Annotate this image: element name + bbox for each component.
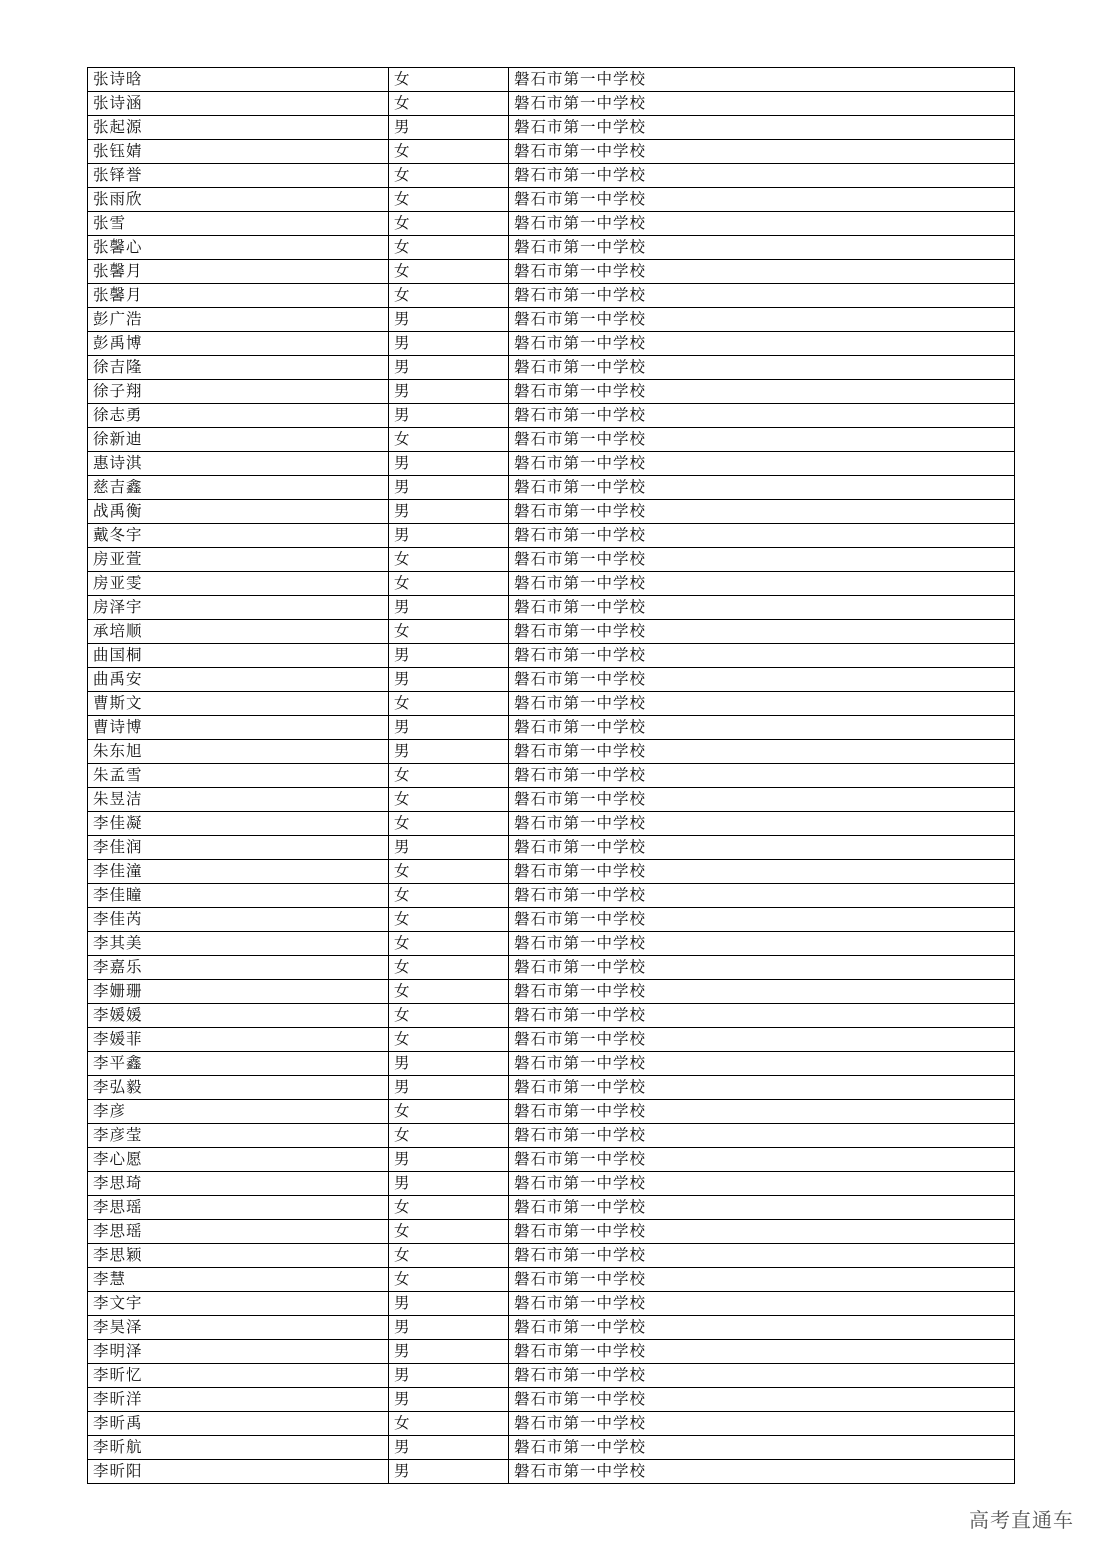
gender-cell: 男: [389, 1364, 509, 1388]
table-row: [88, 116, 1015, 140]
student-name-cell: 张馨月: [88, 260, 389, 284]
school-cell: 磐石市第一中学校: [509, 1076, 1015, 1100]
gender-cell: 男: [389, 524, 509, 548]
student-name-cell: 彭广浩: [88, 308, 389, 332]
school-cell: 磐石市第一中学校: [509, 1244, 1015, 1268]
student-name-cell: 李思瑶: [88, 1196, 389, 1220]
school-cell: 磐石市第一中学校: [509, 1316, 1015, 1340]
gender-cell: 女: [389, 68, 509, 92]
table-row: [88, 620, 1015, 644]
school-cell: 磐石市第一中学校: [509, 764, 1015, 788]
watermark: 高考直通车: [969, 1508, 1074, 1532]
table-row: [88, 716, 1015, 740]
school-cell: 磐石市第一中学校: [509, 620, 1015, 644]
school-cell: 磐石市第一中学校: [509, 716, 1015, 740]
student-name-cell: 彭禹博: [88, 332, 389, 356]
table-row: [88, 1436, 1015, 1460]
student-name-cell: 李明泽: [88, 1340, 389, 1364]
student-name-cell: 曹斯文: [88, 692, 389, 716]
table-row: [88, 284, 1015, 308]
school-cell: 磐石市第一中学校: [509, 668, 1015, 692]
gender-cell: 女: [389, 908, 509, 932]
gender-cell: 男: [389, 644, 509, 668]
table-row: [88, 644, 1015, 668]
school-cell: 磐石市第一中学校: [509, 500, 1015, 524]
student-name-cell: 李昕阳: [88, 1460, 389, 1484]
school-cell: 磐石市第一中学校: [509, 236, 1015, 260]
school-cell: 磐石市第一中学校: [509, 884, 1015, 908]
school-cell: 磐石市第一中学校: [509, 68, 1015, 92]
school-cell: 磐石市第一中学校: [509, 1196, 1015, 1220]
table-row: [88, 140, 1015, 164]
student-name-cell: 李慧: [88, 1268, 389, 1292]
school-cell: 磐石市第一中学校: [509, 1052, 1015, 1076]
table-row: [88, 68, 1015, 92]
gender-cell: 女: [389, 92, 509, 116]
table-row: [88, 404, 1015, 428]
school-cell: 磐石市第一中学校: [509, 356, 1015, 380]
table-row: [88, 1220, 1015, 1244]
table-row: [88, 980, 1015, 1004]
table-row: [88, 476, 1015, 500]
gender-cell: 男: [389, 716, 509, 740]
student-name-cell: 李昕洋: [88, 1388, 389, 1412]
student-name-cell: 曲国桐: [88, 644, 389, 668]
table-row: [88, 1460, 1015, 1484]
table-row: [88, 1268, 1015, 1292]
table-row: [88, 908, 1015, 932]
school-cell: 磐石市第一中学校: [509, 1340, 1015, 1364]
school-cell: 磐石市第一中学校: [509, 692, 1015, 716]
gender-cell: 男: [389, 356, 509, 380]
student-name-cell: 李佳瞳: [88, 884, 389, 908]
school-cell: 磐石市第一中学校: [509, 1100, 1015, 1124]
school-cell: 磐石市第一中学校: [509, 1004, 1015, 1028]
table-row: [88, 572, 1015, 596]
school-cell: 磐石市第一中学校: [509, 788, 1015, 812]
gender-cell: 男: [389, 380, 509, 404]
gender-cell: 女: [389, 260, 509, 284]
table-row: [88, 860, 1015, 884]
school-cell: 磐石市第一中学校: [509, 1292, 1015, 1316]
gender-cell: 女: [389, 1028, 509, 1052]
roster-table: [87, 67, 1015, 1484]
table-row: [88, 1244, 1015, 1268]
school-cell: 磐石市第一中学校: [509, 308, 1015, 332]
table-row: [88, 1316, 1015, 1340]
student-name-cell: 张铎誉: [88, 164, 389, 188]
school-cell: 磐石市第一中学校: [509, 524, 1015, 548]
table-row: [88, 1196, 1015, 1220]
roster-table-body: [88, 68, 1015, 1484]
table-row: [88, 668, 1015, 692]
student-name-cell: 李佳凝: [88, 812, 389, 836]
student-name-cell: 战禹衡: [88, 500, 389, 524]
table-row: [88, 1004, 1015, 1028]
table-row: [88, 692, 1015, 716]
school-cell: 磐石市第一中学校: [509, 284, 1015, 308]
school-cell: 磐石市第一中学校: [509, 1436, 1015, 1460]
table-row: [88, 1388, 1015, 1412]
student-name-cell: 张钰婧: [88, 140, 389, 164]
school-cell: 磐石市第一中学校: [509, 428, 1015, 452]
student-name-cell: 李彦: [88, 1100, 389, 1124]
student-name-cell: 李昕忆: [88, 1364, 389, 1388]
school-cell: 磐石市第一中学校: [509, 404, 1015, 428]
student-name-cell: 张诗晗: [88, 68, 389, 92]
school-cell: 磐石市第一中学校: [509, 644, 1015, 668]
gender-cell: 男: [389, 452, 509, 476]
student-name-cell: 朱孟雪: [88, 764, 389, 788]
student-name-cell: 徐新迪: [88, 428, 389, 452]
school-cell: 磐石市第一中学校: [509, 1364, 1015, 1388]
gender-cell: 女: [389, 164, 509, 188]
gender-cell: 男: [389, 1460, 509, 1484]
student-name-cell: 李平鑫: [88, 1052, 389, 1076]
table-row: [88, 500, 1015, 524]
table-row: [88, 1148, 1015, 1172]
gender-cell: 女: [389, 212, 509, 236]
gender-cell: 男: [389, 404, 509, 428]
table-row: [88, 428, 1015, 452]
school-cell: 磐石市第一中学校: [509, 164, 1015, 188]
school-cell: 磐石市第一中学校: [509, 1268, 1015, 1292]
table-row: [88, 212, 1015, 236]
student-name-cell: 惠诗淇: [88, 452, 389, 476]
table-row: [88, 764, 1015, 788]
gender-cell: 男: [389, 836, 509, 860]
roster-table-container: [87, 67, 1014, 1484]
table-row: [88, 548, 1015, 572]
school-cell: 磐石市第一中学校: [509, 188, 1015, 212]
student-name-cell: 李昊泽: [88, 1316, 389, 1340]
gender-cell: 女: [389, 1100, 509, 1124]
table-row: [88, 812, 1015, 836]
student-name-cell: 徐吉隆: [88, 356, 389, 380]
gender-cell: 男: [389, 740, 509, 764]
school-cell: 磐石市第一中学校: [509, 260, 1015, 284]
gender-cell: 男: [389, 308, 509, 332]
gender-cell: 女: [389, 860, 509, 884]
student-name-cell: 李心愿: [88, 1148, 389, 1172]
gender-cell: 男: [389, 1340, 509, 1364]
gender-cell: 男: [389, 596, 509, 620]
gender-cell: 女: [389, 236, 509, 260]
gender-cell: 女: [389, 1412, 509, 1436]
gender-cell: 女: [389, 956, 509, 980]
student-name-cell: 曹诗博: [88, 716, 389, 740]
school-cell: 磐石市第一中学校: [509, 1220, 1015, 1244]
school-cell: 磐石市第一中学校: [509, 956, 1015, 980]
student-name-cell: 张雪: [88, 212, 389, 236]
school-cell: 磐石市第一中学校: [509, 1460, 1015, 1484]
table-row: [88, 1100, 1015, 1124]
gender-cell: 女: [389, 932, 509, 956]
student-name-cell: 李其美: [88, 932, 389, 956]
table-row: [88, 356, 1015, 380]
gender-cell: 男: [389, 668, 509, 692]
table-row: [88, 1364, 1015, 1388]
table-row: [88, 1340, 1015, 1364]
table-row: [88, 1076, 1015, 1100]
school-cell: 磐石市第一中学校: [509, 140, 1015, 164]
gender-cell: 男: [389, 1436, 509, 1460]
gender-cell: 男: [389, 1076, 509, 1100]
gender-cell: 女: [389, 1196, 509, 1220]
table-row: [88, 836, 1015, 860]
student-name-cell: 李思瑶: [88, 1220, 389, 1244]
school-cell: 磐石市第一中学校: [509, 212, 1015, 236]
school-cell: 磐石市第一中学校: [509, 1412, 1015, 1436]
gender-cell: 女: [389, 884, 509, 908]
school-cell: 磐石市第一中学校: [509, 476, 1015, 500]
school-cell: 磐石市第一中学校: [509, 1172, 1015, 1196]
student-name-cell: 李佳芮: [88, 908, 389, 932]
table-row: [88, 92, 1015, 116]
school-cell: 磐石市第一中学校: [509, 980, 1015, 1004]
gender-cell: 男: [389, 1388, 509, 1412]
table-row: [88, 884, 1015, 908]
gender-cell: 男: [389, 500, 509, 524]
student-name-cell: 慈吉鑫: [88, 476, 389, 500]
school-cell: 磐石市第一中学校: [509, 596, 1015, 620]
table-row: [88, 452, 1015, 476]
school-cell: 磐石市第一中学校: [509, 1148, 1015, 1172]
gender-cell: 女: [389, 692, 509, 716]
school-cell: 磐石市第一中学校: [509, 332, 1015, 356]
gender-cell: 男: [389, 476, 509, 500]
table-row: [88, 1028, 1015, 1052]
gender-cell: 女: [389, 788, 509, 812]
student-name-cell: 张起源: [88, 116, 389, 140]
gender-cell: 女: [389, 188, 509, 212]
student-name-cell: 李思颖: [88, 1244, 389, 1268]
gender-cell: 男: [389, 1052, 509, 1076]
table-row: [88, 1292, 1015, 1316]
student-name-cell: 李媛媛: [88, 1004, 389, 1028]
table-row: [88, 1052, 1015, 1076]
table-row: [88, 380, 1015, 404]
student-name-cell: 张馨心: [88, 236, 389, 260]
gender-cell: 女: [389, 620, 509, 644]
table-row: [88, 956, 1015, 980]
student-name-cell: 朱东旭: [88, 740, 389, 764]
student-name-cell: 张诗涵: [88, 92, 389, 116]
gender-cell: 女: [389, 1124, 509, 1148]
gender-cell: 女: [389, 1244, 509, 1268]
table-row: [88, 1412, 1015, 1436]
table-row: [88, 332, 1015, 356]
school-cell: 磐石市第一中学校: [509, 572, 1015, 596]
gender-cell: 女: [389, 1220, 509, 1244]
student-name-cell: 李嘉乐: [88, 956, 389, 980]
table-row: [88, 524, 1015, 548]
school-cell: 磐石市第一中学校: [509, 116, 1015, 140]
table-row: [88, 788, 1015, 812]
table-row: [88, 188, 1015, 212]
gender-cell: 男: [389, 1172, 509, 1196]
student-name-cell: 李弘毅: [88, 1076, 389, 1100]
table-row: [88, 236, 1015, 260]
school-cell: 磐石市第一中学校: [509, 740, 1015, 764]
student-name-cell: 徐子翔: [88, 380, 389, 404]
gender-cell: 女: [389, 1004, 509, 1028]
table-row: [88, 1124, 1015, 1148]
school-cell: 磐石市第一中学校: [509, 908, 1015, 932]
student-name-cell: 李媛菲: [88, 1028, 389, 1052]
student-name-cell: 戴冬宇: [88, 524, 389, 548]
school-cell: 磐石市第一中学校: [509, 1028, 1015, 1052]
gender-cell: 男: [389, 1316, 509, 1340]
student-name-cell: 李佳润: [88, 836, 389, 860]
student-name-cell: 李昕航: [88, 1436, 389, 1460]
student-name-cell: 李姗珊: [88, 980, 389, 1004]
gender-cell: 女: [389, 140, 509, 164]
student-name-cell: 李佳潼: [88, 860, 389, 884]
table-row: [88, 740, 1015, 764]
student-name-cell: 李昕禹: [88, 1412, 389, 1436]
student-name-cell: 张馨月: [88, 284, 389, 308]
school-cell: 磐石市第一中学校: [509, 1388, 1015, 1412]
table-row: [88, 596, 1015, 620]
student-name-cell: 房亚萱: [88, 548, 389, 572]
school-cell: 磐石市第一中学校: [509, 452, 1015, 476]
school-cell: 磐石市第一中学校: [509, 932, 1015, 956]
gender-cell: 女: [389, 1268, 509, 1292]
gender-cell: 男: [389, 116, 509, 140]
school-cell: 磐石市第一中学校: [509, 860, 1015, 884]
student-name-cell: 李彦莹: [88, 1124, 389, 1148]
table-row: [88, 932, 1015, 956]
student-name-cell: 承培顺: [88, 620, 389, 644]
school-cell: 磐石市第一中学校: [509, 812, 1015, 836]
student-name-cell: 徐志勇: [88, 404, 389, 428]
gender-cell: 男: [389, 332, 509, 356]
table-row: [88, 164, 1015, 188]
gender-cell: 女: [389, 572, 509, 596]
table-row: [88, 308, 1015, 332]
student-name-cell: 朱昱洁: [88, 788, 389, 812]
school-cell: 磐石市第一中学校: [509, 1124, 1015, 1148]
gender-cell: 女: [389, 764, 509, 788]
gender-cell: 女: [389, 284, 509, 308]
table-row: [88, 260, 1015, 284]
table-row: [88, 1172, 1015, 1196]
gender-cell: 女: [389, 428, 509, 452]
school-cell: 磐石市第一中学校: [509, 92, 1015, 116]
student-name-cell: 房亚雯: [88, 572, 389, 596]
gender-cell: 男: [389, 1292, 509, 1316]
gender-cell: 女: [389, 980, 509, 1004]
gender-cell: 男: [389, 1148, 509, 1172]
school-cell: 磐石市第一中学校: [509, 548, 1015, 572]
student-name-cell: 房泽宇: [88, 596, 389, 620]
school-cell: 磐石市第一中学校: [509, 836, 1015, 860]
student-name-cell: 李文宇: [88, 1292, 389, 1316]
gender-cell: 女: [389, 548, 509, 572]
gender-cell: 女: [389, 812, 509, 836]
school-cell: 磐石市第一中学校: [509, 380, 1015, 404]
student-name-cell: 曲禹安: [88, 668, 389, 692]
student-name-cell: 张雨欣: [88, 188, 389, 212]
student-name-cell: 李思琦: [88, 1172, 389, 1196]
